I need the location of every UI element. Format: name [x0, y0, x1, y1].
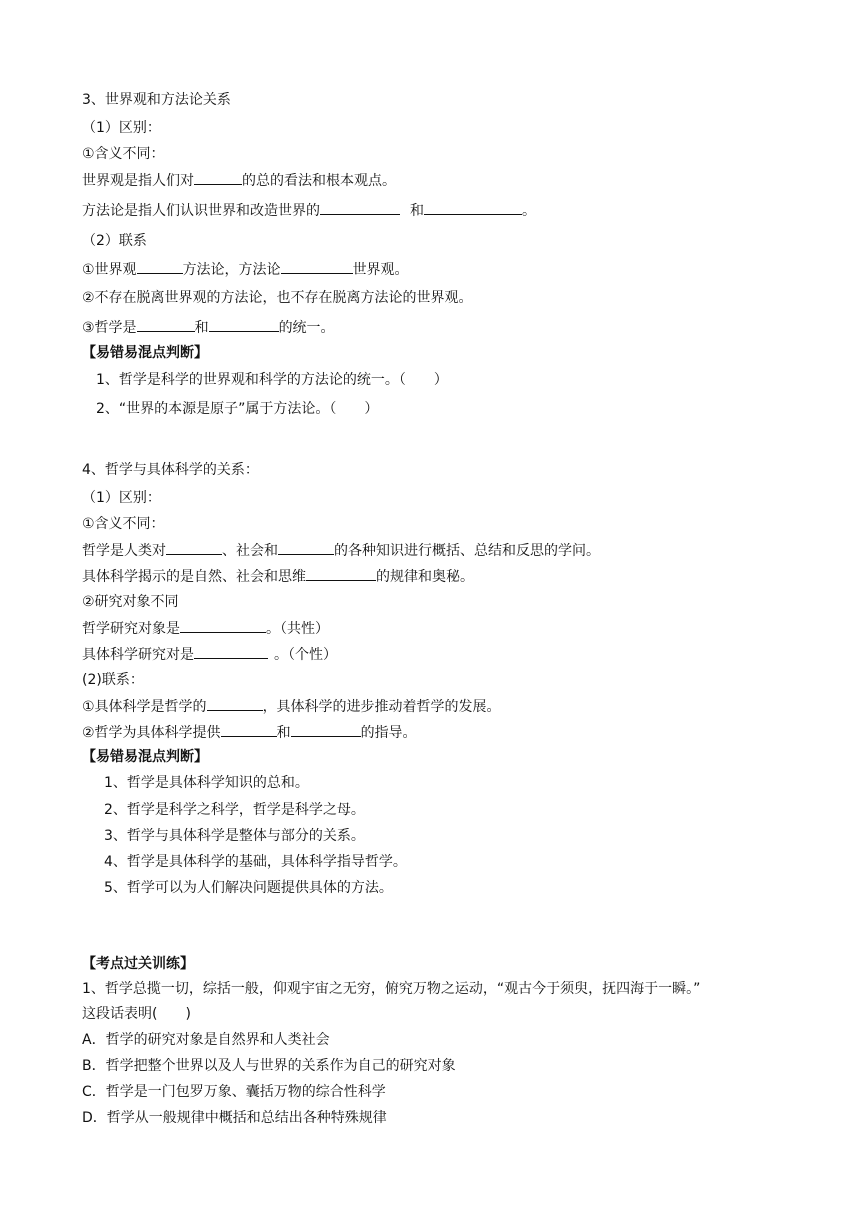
option-c[interactable]: C．哲学是一门包罗万象、囊括万物的综合性科学 [82, 1084, 386, 1100]
text: 、社会和 [222, 543, 278, 559]
text: 具体科学揭示的是自然、社会和思维 [82, 569, 306, 585]
blank[interactable] [166, 540, 222, 555]
text: 的指导。 [360, 725, 417, 741]
science-definition [82, 566, 474, 587]
judge-item: 3、哲学与具体科学是整体与部分的关系。 [104, 828, 365, 844]
blank[interactable] [180, 618, 266, 633]
question-1-stem-cont: 这段话表明( ) [82, 1006, 191, 1022]
philosophy-object [82, 618, 329, 639]
blank[interactable] [194, 170, 242, 185]
text: 具体科学研究对是 [82, 647, 194, 663]
text: 。（共性） [266, 621, 329, 637]
link-heading: （2）联系 [82, 233, 147, 249]
blank[interactable] [209, 317, 279, 332]
text: ③哲学是 [82, 320, 137, 336]
difference-heading: （1）区别： [82, 120, 161, 136]
link-heading: (2)联系： [82, 672, 144, 688]
blank[interactable] [278, 540, 334, 555]
text: ①具体科学是哲学的 [82, 699, 207, 715]
judge-heading-2: 【易错易混点判断】 [82, 749, 208, 765]
philosophy-definition [82, 540, 600, 561]
judge-item: 1、哲学是具体科学知识的总和。 [104, 775, 309, 791]
link-item-2 [82, 722, 417, 743]
judge-item: 1、哲学是科学的世界观和科学的方法论的统一。（ ） [96, 372, 448, 388]
text: 世界观是指人们对 [82, 173, 194, 189]
option-b[interactable]: B．哲学把整个世界以及人与世界的关系作为自己的研究对象 [82, 1058, 456, 1074]
blank[interactable] [424, 200, 522, 215]
text: 和 [276, 725, 291, 741]
judge-item: 2、哲学是科学之科学，哲学是科学之母。 [104, 802, 365, 818]
science-object [82, 644, 337, 665]
methodology-definition [82, 200, 536, 221]
blank[interactable] [194, 644, 268, 659]
text: 的规律和奥秘。 [376, 569, 474, 585]
blank[interactable] [221, 722, 277, 737]
option-d[interactable]: D．哲学从一般规律中概括和总结出各种特殊规律 [82, 1110, 387, 1126]
difference-heading: （1）区别： [82, 490, 161, 506]
blank[interactable] [137, 259, 183, 274]
text: 。 [522, 203, 536, 219]
link-item-2: ②不存在脱离世界观的方法论，也不存在脱离方法论的世界观。 [82, 290, 473, 306]
text: 哲学研究对象是 [82, 621, 180, 637]
judge-item: 5、哲学可以为人们解决问题提供具体的方法。 [104, 880, 393, 896]
text: 的各种知识进行概括、总结和反思的学问。 [334, 543, 600, 559]
text: 和 [410, 203, 424, 219]
link-item-3 [82, 317, 335, 338]
option-a[interactable]: A．哲学的研究对象是自然界和人类社会 [82, 1032, 330, 1048]
text: ①世界观 [82, 262, 137, 278]
blank[interactable] [137, 317, 195, 332]
text: 的统一。 [278, 320, 335, 336]
text: ②哲学为具体科学提供 [82, 725, 221, 741]
worldview-definition [82, 170, 396, 191]
training-heading: 【考点过关训练】 [82, 956, 194, 972]
text: 方法论是指人们认识世界和改造世界的 [82, 203, 320, 219]
meaning-heading: ①含义不同： [82, 146, 165, 162]
object-heading: ②研究对象不同 [82, 594, 179, 610]
judge-item: 2、“世界的本源是原子”属于方法论。（ ） [96, 401, 379, 417]
blank[interactable] [207, 696, 263, 711]
text: 的总的看法和根本观点。 [242, 173, 396, 189]
judge-heading-1: 【易错易混点判断】 [82, 345, 208, 361]
section-4-title: 4、哲学与具体科学的关系： [82, 462, 259, 478]
text: 和 [194, 320, 209, 336]
text: 哲学是人类对 [82, 543, 166, 559]
blank[interactable] [306, 566, 376, 581]
blank[interactable] [320, 200, 400, 215]
text: ，具体科学的进步推动着哲学的发展。 [262, 699, 501, 715]
section-3-title: 3、世界观和方法论关系 [82, 92, 231, 108]
blank[interactable] [281, 259, 353, 274]
link-item-1 [82, 696, 501, 717]
question-1-stem: 1、哲学总揽一切，综括一般，仰观宇宙之无穷，俯究万物之运动，“观古今于须臾，抚四海于一瞬。” [82, 981, 701, 997]
blank[interactable] [291, 722, 361, 737]
link-item-1 [82, 259, 409, 280]
text: 方法论，方法论 [182, 262, 281, 278]
text: 。（个性） [274, 647, 337, 663]
text: 世界观。 [352, 262, 409, 278]
meaning-heading: ①含义不同： [82, 516, 165, 532]
judge-item: 4、哲学是具体科学的基础，具体科学指导哲学。 [104, 854, 407, 870]
